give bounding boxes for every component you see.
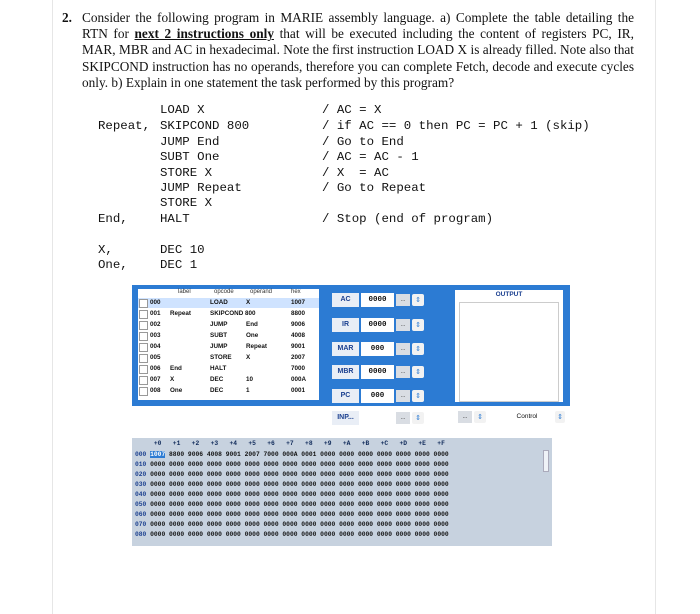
- row-address: 003: [150, 332, 161, 339]
- question-text-part1: Consider the following program in MARIE assembly language. a) Complete the table detailing the RTN for: [82, 10, 634, 42]
- chevron-updown-icon[interactable]: ⇕: [555, 411, 565, 423]
- program-table: [138, 289, 319, 400]
- row-hex: 9006: [291, 321, 306, 328]
- row-address: 001: [150, 310, 161, 317]
- table-row[interactable]: [138, 342, 319, 352]
- memory-row: [135, 511, 449, 518]
- memory-address: 020: [135, 471, 147, 478]
- memory-address: 070: [135, 521, 147, 528]
- memory-values: 0000 0000 0000 0000 0000 0000 0000 0000 0000 0000 0000 0000 0000 0000 0000: [169, 521, 449, 528]
- row-label: End: [170, 365, 182, 372]
- register-name: MAR: [332, 342, 359, 356]
- memory-row: [135, 531, 449, 538]
- col-header-operand: operand: [250, 289, 273, 295]
- row-opcode: JUMP: [210, 321, 228, 328]
- memory-values: 0000 0000 0000 0000 0000 0000 0000 0000 0000 0000 0000 0000 0000 0000 0000: [169, 531, 449, 538]
- chevron-updown-icon[interactable]: ⇕: [474, 411, 486, 423]
- row-hex: 4008: [291, 332, 306, 339]
- question-number: 2.: [62, 10, 72, 25]
- program-instruction: JUMP Repeat: [160, 181, 242, 195]
- memory-cell: 0000: [150, 461, 166, 468]
- memory-values: 0000 0000 0000 0000 0000 0000 0000 0000 0000 0000 0000 0000 0000 0000 0000: [169, 491, 449, 498]
- row-address: 008: [150, 387, 161, 394]
- memory-row: [135, 521, 449, 528]
- row-address: 005: [150, 354, 161, 361]
- question-text-part2: that will be executed including the content of registers PC, IR, MAR, MBR and AC in hexadecimal. Note the first instruction LOAD X is already filled. Note also that SKIPCOND instruction has no operands, therefore you can complete Fetch, decode and execute cycles only. b) Explain in one statement the task performed by this program?: [82, 26, 634, 90]
- memory-row: [135, 451, 449, 458]
- output-panel: [455, 290, 563, 402]
- row-opcode: STORE: [210, 354, 232, 361]
- row-address: 002: [150, 321, 161, 328]
- memory-values: 0000 0000 0000 0000 0000 0000 0000 0000 0000 0000 0000 0000 0000 0000 0000: [169, 481, 449, 488]
- register-format-dropdown[interactable]: ...: [396, 366, 410, 378]
- output-title: OUTPUT: [495, 291, 523, 298]
- program-comment: / Go to End: [322, 135, 404, 149]
- memory-values: 0000 0000 0000 0000 0000 0000 0000 0000 0000 0000 0000 0000 0000 0000 0000: [169, 501, 449, 508]
- row-opcode: DEC: [210, 376, 224, 383]
- register-name: INP...: [332, 411, 359, 425]
- register-format-dropdown[interactable]: ...: [396, 412, 410, 424]
- program-label: Repeat,: [98, 119, 151, 133]
- question-emphasis: next 2 instructions only: [134, 26, 274, 42]
- output-format-dropdown[interactable]: ...: [458, 411, 472, 423]
- row-address: 004: [150, 343, 161, 350]
- program-comment: / Go to Repeat: [322, 181, 427, 195]
- table-row[interactable]: [138, 309, 319, 319]
- table-row[interactable]: [138, 364, 319, 374]
- memory-view: [132, 438, 552, 546]
- row-label: X: [170, 376, 175, 383]
- breakpoint-checkbox[interactable]: [139, 310, 148, 319]
- chevron-updown-icon[interactable]: ⇕: [412, 294, 424, 306]
- register-format-dropdown[interactable]: ...: [396, 343, 410, 355]
- program-instruction: SKIPCOND 800: [160, 119, 250, 133]
- memory-cell: 0000: [150, 521, 166, 528]
- register-format-dropdown[interactable]: ...: [396, 319, 410, 331]
- memory-values: 0000 0000 0000 0000 0000 0000 0000 0000 0000 0000 0000 0000 0000 0000 0000: [169, 461, 449, 468]
- row-hex: 000A: [291, 376, 307, 383]
- register-value: 0000: [361, 293, 394, 307]
- memory-address: 060: [135, 511, 147, 518]
- program-comment: / X = AC: [322, 166, 389, 180]
- program-comment: / AC = X: [322, 103, 382, 117]
- row-opcode: SUBT: [210, 332, 228, 339]
- program-comment: / AC = AC - 1: [322, 150, 419, 164]
- row-hex: 9001: [291, 343, 306, 350]
- memory-address: 080: [135, 531, 147, 538]
- col-header-hex: hex: [291, 289, 301, 295]
- table-row[interactable]: [138, 320, 319, 330]
- row-hex: 2007: [291, 354, 306, 361]
- chevron-updown-icon[interactable]: ⇕: [412, 366, 424, 378]
- register-format-dropdown[interactable]: ...: [396, 390, 410, 402]
- memory-cell: 0000: [150, 531, 166, 538]
- control-button[interactable]: Control: [500, 410, 554, 424]
- data-declaration: DEC 10: [160, 243, 205, 257]
- memory-address: 040: [135, 491, 147, 498]
- breakpoint-checkbox[interactable]: [139, 299, 148, 308]
- register-name: MBR: [332, 365, 359, 379]
- register-name: PC: [332, 389, 359, 403]
- register-pc: [332, 389, 432, 403]
- program-label: End,: [98, 212, 128, 226]
- data-label: One,: [98, 258, 128, 272]
- row-hex: 1007: [291, 299, 306, 306]
- chevron-updown-icon[interactable]: ⇕: [412, 343, 424, 355]
- register-input: [332, 411, 432, 425]
- control-bar: [458, 410, 568, 424]
- table-row[interactable]: [138, 375, 319, 385]
- row-operand: Repeat: [246, 343, 267, 350]
- chevron-updown-icon[interactable]: ⇕: [412, 319, 424, 331]
- breakpoint-checkbox[interactable]: [139, 354, 148, 363]
- register-mbr: [332, 365, 432, 379]
- table-row[interactable]: [138, 298, 319, 308]
- memory-values: 0000 0000 0000 0000 0000 0000 0000 0000 0000 0000 0000 0000 0000 0000 0000: [169, 471, 449, 478]
- program-instruction: STORE X: [160, 196, 213, 210]
- col-header-opcode: opcode: [214, 289, 234, 295]
- row-opcode: LOAD: [210, 299, 228, 306]
- chevron-updown-icon[interactable]: ⇕: [412, 390, 424, 402]
- register-value: 000: [361, 389, 394, 403]
- memory-address: 010: [135, 461, 147, 468]
- memory-row: [135, 481, 449, 488]
- memory-header: +0 +1 +2 +3 +4 +5 +6 +7 +8 +9 +A +B +C +D +E +F: [135, 440, 445, 447]
- memory-cell: 0000: [150, 501, 166, 508]
- memory-scrollbar[interactable]: [543, 450, 549, 472]
- register-format-dropdown[interactable]: ...: [396, 294, 410, 306]
- page-edge-left: [52, 0, 53, 614]
- row-hex: 8800: [291, 310, 306, 317]
- output-area[interactable]: [459, 302, 559, 402]
- register-value: 0000: [361, 365, 394, 379]
- row-hex: 7000: [291, 365, 306, 372]
- row-opcode: HALT: [210, 365, 227, 372]
- memory-row: [135, 491, 449, 498]
- program-instruction: STORE X: [160, 166, 213, 180]
- memory-cell: 0000: [150, 511, 166, 518]
- memory-cell: 0000: [150, 491, 166, 498]
- row-address: 000: [150, 299, 161, 306]
- chevron-updown-icon[interactable]: ⇕: [412, 412, 424, 424]
- memory-cell: 0000: [150, 481, 166, 488]
- row-label: Repeat: [170, 310, 191, 317]
- memory-values: 8800 9006 4008 9001 2007 7000 000A 0001 0000 0000 0000 0000 0000 0000 0000: [169, 451, 449, 458]
- row-opcode: SKIPCOND 800: [210, 310, 256, 317]
- memory-address: 050: [135, 501, 147, 508]
- row-operand: 1: [246, 387, 250, 394]
- program-instruction: SUBT One: [160, 150, 220, 164]
- breakpoint-checkbox[interactable]: [139, 365, 148, 374]
- row-operand: X: [246, 354, 251, 361]
- table-row[interactable]: [138, 386, 319, 396]
- register-ir: [332, 318, 432, 332]
- memory-row: [135, 471, 449, 478]
- page-edge-right: [655, 0, 656, 614]
- program-instruction: LOAD X: [160, 103, 205, 117]
- row-hex: 0001: [291, 387, 306, 394]
- row-address: 007: [150, 376, 161, 383]
- program-comment: / if AC == 0 then PC = PC + 1 (skip): [322, 119, 590, 133]
- breakpoint-checkbox[interactable]: [139, 321, 148, 330]
- program-instruction: JUMP End: [160, 135, 220, 149]
- register-name: IR: [332, 318, 359, 332]
- input-field[interactable]: [361, 411, 394, 425]
- register-name: AC: [332, 293, 359, 307]
- row-opcode: JUMP: [210, 343, 228, 350]
- data-label: X,: [98, 243, 113, 257]
- data-declaration: DEC 1: [160, 258, 198, 272]
- breakpoint-checkbox[interactable]: [139, 343, 148, 352]
- memory-address: 000: [135, 451, 147, 458]
- row-operand: 10: [246, 376, 254, 383]
- register-value: 0000: [361, 318, 394, 332]
- program-comment: / Stop (end of program): [322, 212, 494, 226]
- breakpoint-checkbox[interactable]: [139, 376, 148, 385]
- memory-address: 030: [135, 481, 147, 488]
- memory-values: 0000 0000 0000 0000 0000 0000 0000 0000 0000 0000 0000 0000 0000 0000 0000: [169, 511, 449, 518]
- memory-cell-selected[interactable]: 1007: [150, 451, 166, 458]
- row-operand: End: [246, 321, 258, 328]
- table-row[interactable]: [138, 353, 319, 363]
- row-address: 006: [150, 365, 161, 372]
- col-header-label: label: [178, 289, 191, 295]
- register-ac: [332, 293, 432, 307]
- memory-row: [135, 461, 449, 468]
- row-operand: One: [246, 332, 259, 339]
- register-mar: [332, 342, 432, 356]
- row-opcode: DEC: [210, 387, 224, 394]
- memory-cell: 0000: [150, 471, 166, 478]
- program-instruction: HALT: [160, 212, 190, 226]
- register-value: 000: [361, 342, 394, 356]
- memory-row: [135, 501, 449, 508]
- breakpoint-checkbox[interactable]: [139, 387, 148, 396]
- row-operand: X: [246, 299, 251, 306]
- question-text: [62, 10, 634, 91]
- breakpoint-checkbox[interactable]: [139, 332, 148, 341]
- table-row[interactable]: [138, 331, 319, 341]
- row-label: One: [170, 387, 183, 394]
